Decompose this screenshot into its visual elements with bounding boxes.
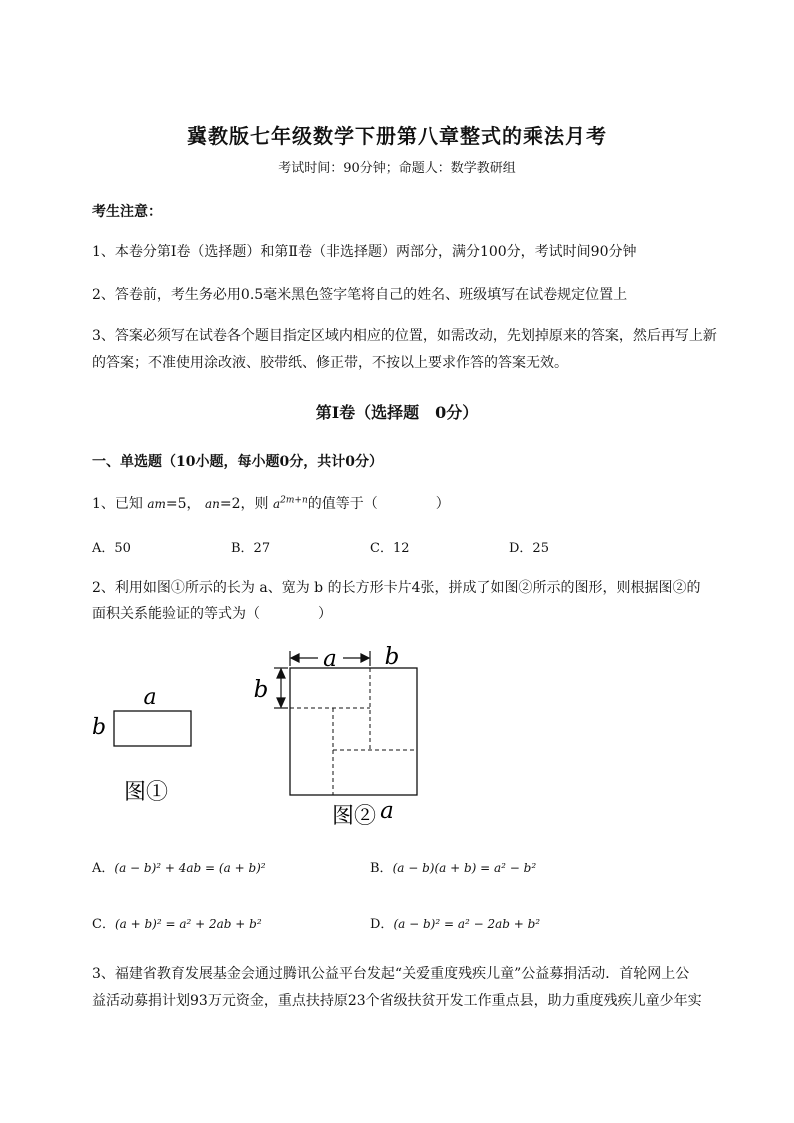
figure-2 — [254, 644, 417, 829]
q2-line2-text: 面积关系能验证的等式为（ — [92, 606, 260, 622]
q1-cond-1-eq: =5， — [165, 496, 201, 512]
fig2-outer-square — [290, 668, 417, 795]
q1-cond-2-eq: =2，则 — [219, 496, 269, 512]
q1-expr: a — [273, 497, 281, 511]
fig2-caption: 图② — [331, 804, 377, 829]
fig2-label-a-bottom: a — [380, 798, 394, 824]
q1-option-c[interactable]: C．12 — [370, 541, 410, 556]
q2-option-c-expr: (a + b)² = a² + 2ab + b² — [114, 917, 262, 931]
fig1-caption: 图① — [123, 780, 169, 805]
q2-option-b[interactable] — [370, 857, 536, 876]
fig1-label-b: b — [91, 715, 107, 740]
question-2-line-1: 2、利用如图①所示的长为 a、宽为 b 的长方形卡片4张，拼成了如图②所示的图形，则根据图②的 — [92, 580, 701, 596]
question-1 — [92, 493, 450, 513]
q2-option-a-expr: (a − b)² + 4ab = (a + b)² — [114, 861, 266, 875]
fig2-label-b-left: b — [253, 677, 269, 703]
q1-prefix: 1、已知 — [92, 496, 143, 512]
figure-1 — [92, 685, 191, 805]
section-title: 第Ⅰ卷（选择题 0分） — [315, 403, 479, 422]
notice-item-3: 3、答案必须写在试卷各个题目指定区域内相应的位置，如需改动，先划掉原来的答案，然后再写上新 — [92, 328, 717, 344]
part-heading: 一、单选题（10小题，每小题0分，共计0分） — [92, 454, 383, 470]
q2-option-c-letter: C． — [92, 917, 115, 932]
q1-expr-exponent: 2m+n — [280, 495, 308, 506]
fig1-rectangle — [114, 711, 191, 746]
fig2-dashed-lines — [290, 668, 417, 795]
q1-option-d[interactable]: D．25 — [509, 541, 549, 556]
notice-item-2: 2、答卷前，考生务必用0.5毫米黑色签字笔将自己的姓名、班级填写在试卷规定位置上 — [92, 287, 628, 303]
q1-option-a[interactable]: A．50 — [92, 541, 131, 556]
fig1-label-a: a — [143, 685, 157, 710]
q1-suffix: 的值等于（ — [307, 496, 378, 512]
q1-cond-1: am — [147, 497, 166, 511]
q1-option-b[interactable]: B．27 — [231, 541, 271, 556]
q2-option-d-expr: (a − b)² = a² − 2ab + b² — [393, 917, 541, 931]
q2-option-a[interactable] — [92, 857, 266, 876]
notice-item-1: 1、本卷分第Ⅰ卷（选择题）和第Ⅱ卷（非选择题）两部分，满分100分，考试时间90分钟 — [92, 244, 637, 260]
question-2-line-2 — [92, 603, 332, 623]
q2-option-d[interactable] — [370, 913, 540, 932]
exam-title: 冀教版七年级数学下册第八章整式的乘法月考 — [187, 124, 607, 148]
fig2-label-a-top: a — [323, 646, 337, 672]
q2-option-a-letter: A． — [92, 861, 115, 876]
notice-heading: 考生注意： — [92, 204, 162, 220]
notice-item-3-cont: 的答案；不准使用涂改液、胶带纸、修正带，不按以上要求作答的答案无效。 — [92, 355, 568, 371]
q1-close: ） — [435, 496, 450, 512]
fig2-arrow-b — [274, 668, 288, 708]
exam-subtitle: 考试时间：90分钟；命题人：数学教研组 — [278, 161, 516, 176]
q2-option-c[interactable] — [92, 913, 262, 932]
q2-option-b-letter: B． — [370, 861, 393, 876]
question-3-line-2: 益活动募捐计划93万元资金，重点扶持原23个省级扶贫开发工作重点县，助力重度残疾儿童少年实 — [92, 993, 702, 1009]
q1-cond-2: an — [205, 497, 220, 511]
fig2-label-b-top: b — [384, 644, 400, 670]
q2-option-d-letter: D． — [370, 917, 394, 932]
q2-figures — [80, 640, 460, 835]
q2-option-b-expr: (a − b)(a + b) = a² − b² — [392, 861, 537, 875]
question-3-line-1: 3、福建省教育发展基金会通过腾讯公益平台发起“关爱重度残疾儿童”公益募捐活动．首轮网上公 — [92, 966, 690, 982]
q2-close: ） — [318, 606, 332, 622]
